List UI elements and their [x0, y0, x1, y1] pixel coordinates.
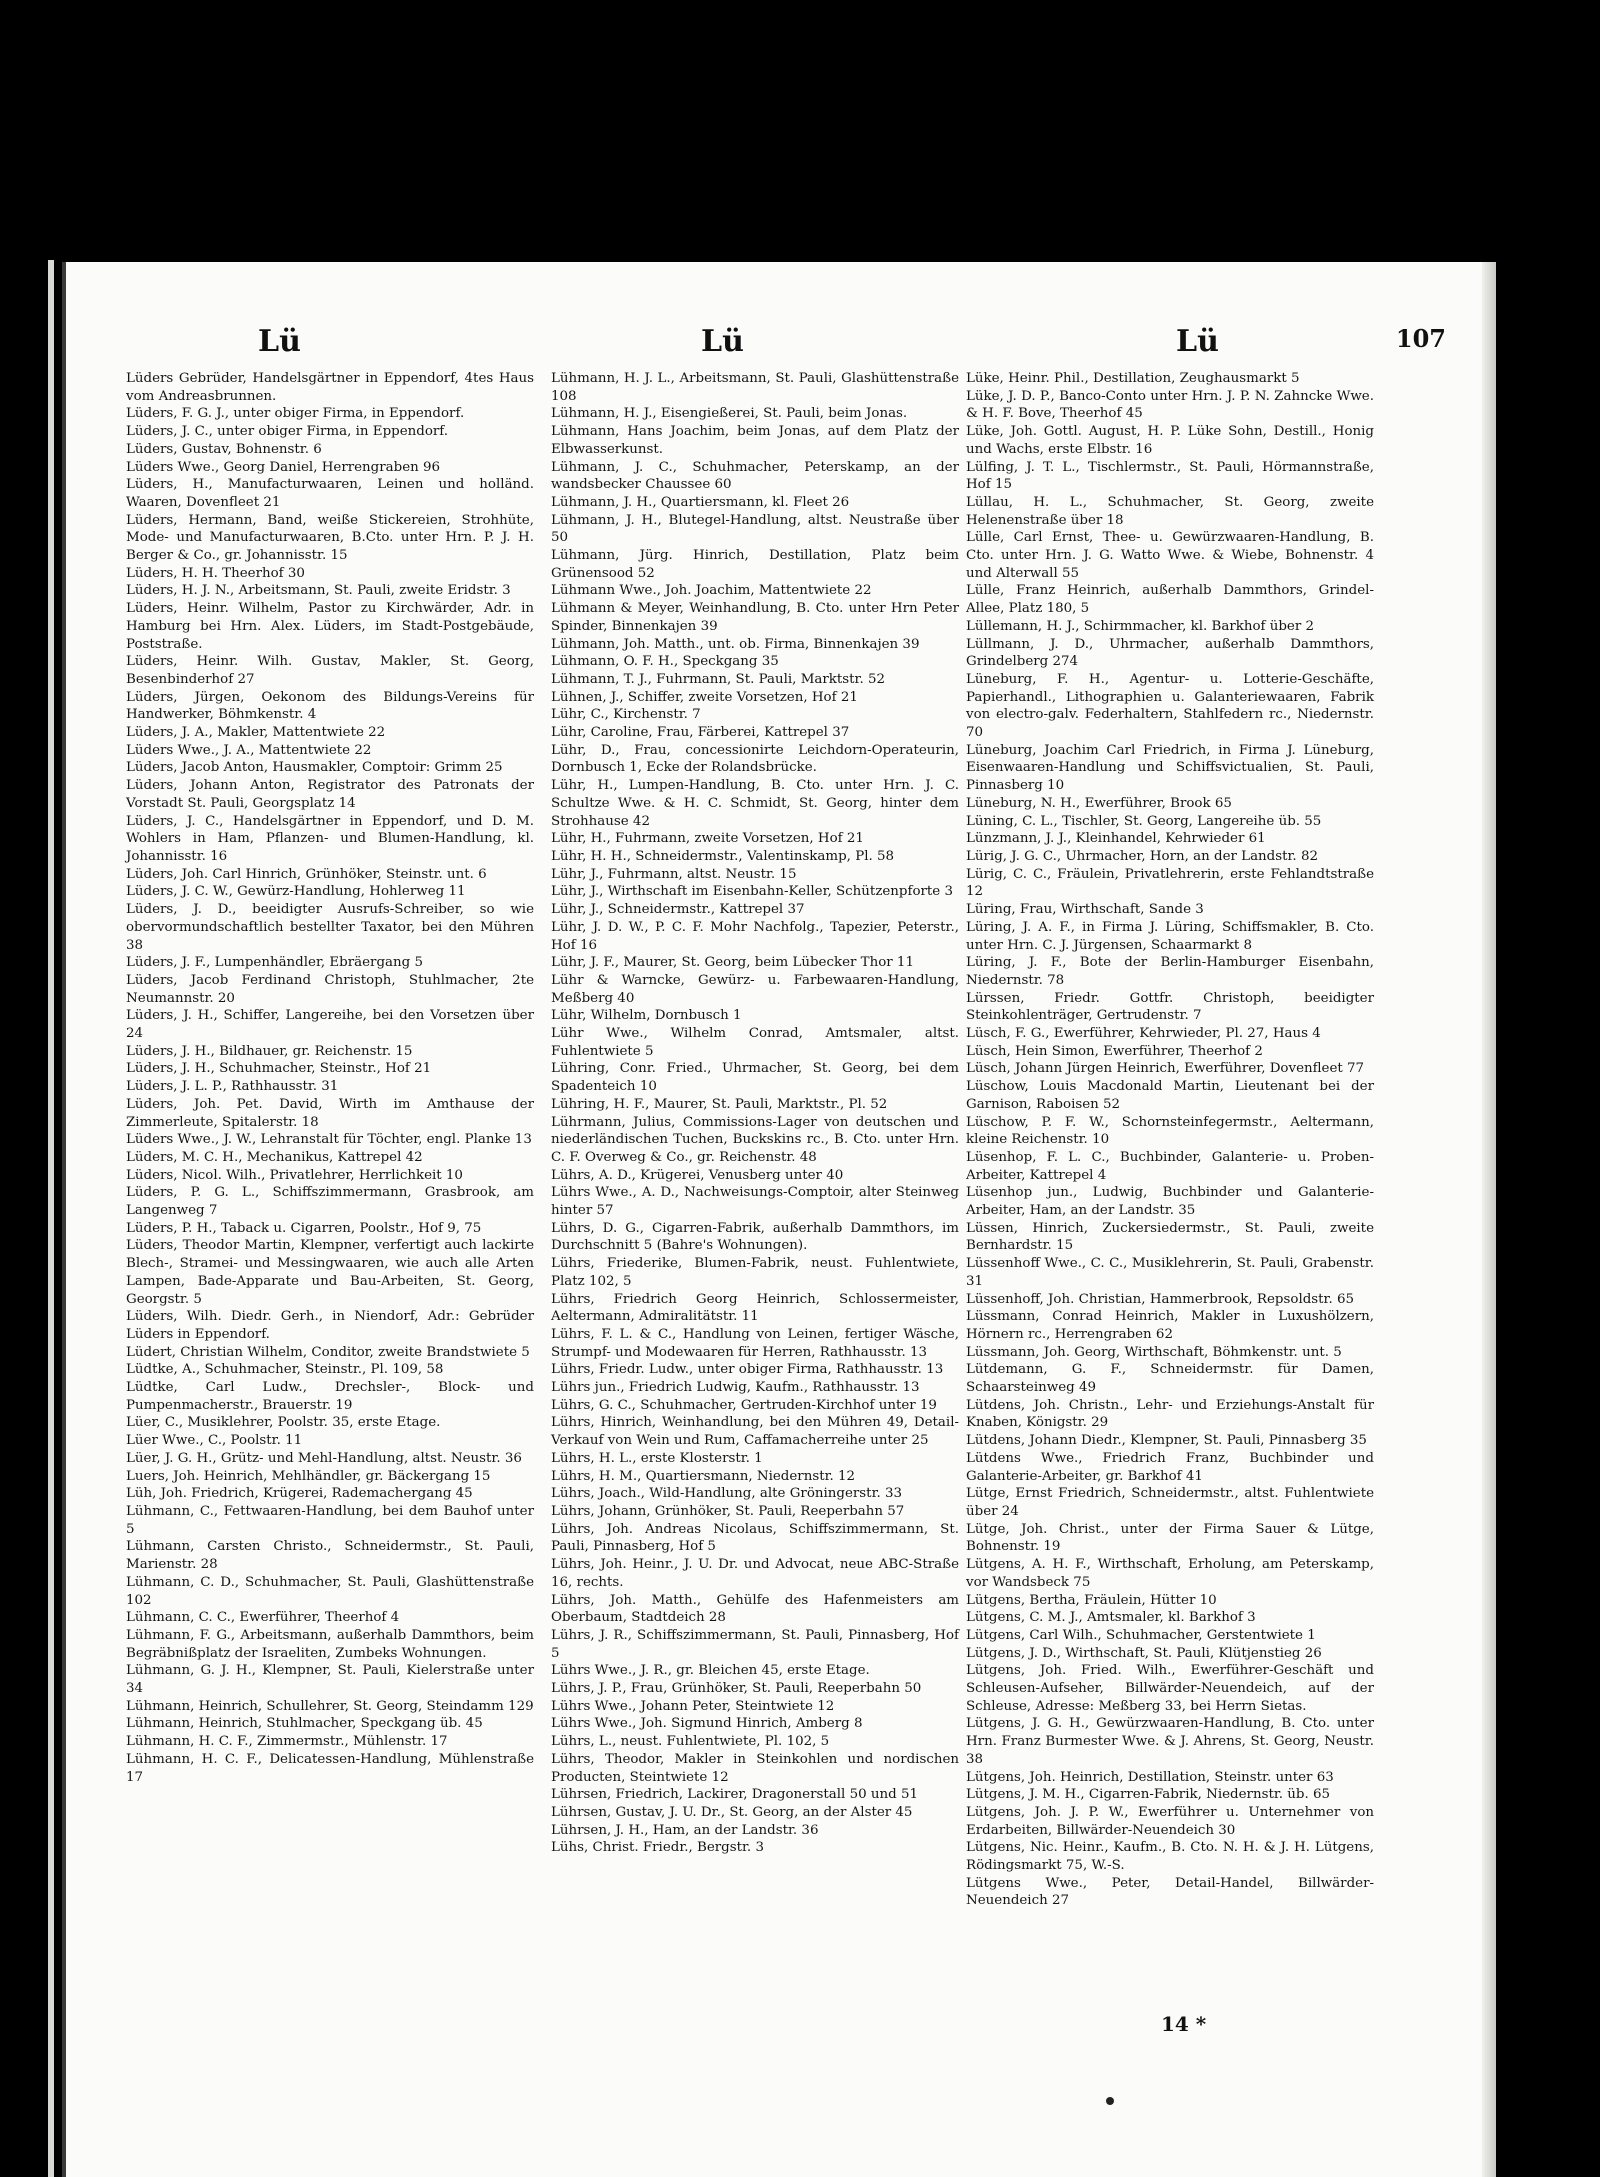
directory-entry: Lütgens, J. G. H., Gewürzwaaren-Handlung, B. Cto. unter Hrn. Franz Burmester Wwe. & J. Ahrens, St. Georg, Neustr. 38 [966, 1716, 1374, 1767]
header-right-letters: Lü [1176, 324, 1219, 359]
directory-entry: Lührs, G. C., Schuhmacher, Gertruden-Kirchhof unter 19 [551, 1397, 937, 1413]
directory-entry: Lührs Wwe., Johann Peter, Steintwiete 12 [551, 1698, 835, 1714]
directory-entry: Lütge, Ernst Friedrich, Schneidermstr., altst. Fuhlentwiete über 24 [966, 1486, 1374, 1519]
directory-entry: Lüer Wwe., C., Poolstr. 11 [126, 1433, 303, 1449]
directory-entry: Lühr, D., Frau, concessionirte Leichdorn-Operateurin, Dornbusch 1, Ecke der Rolandsbrücke. [551, 742, 959, 776]
directory-entry: Lüders, H. H. Theerhof 30 [126, 565, 305, 581]
directory-entry: Lühr, J. F., Maurer, St. Georg, beim Lübecker Thor 11 [551, 955, 914, 971]
previous-page-edge [48, 260, 54, 2177]
directory-entry: Lüdtke, Carl Ludw., Drechsler-, Block- und Pumpenmacherstr., Brauerstr. 19 [126, 1380, 534, 1413]
directory-entry: Lüders, F. G. J., unter obiger Firma, in Eppendorf. [126, 406, 465, 422]
directory-entry: Lührs jun., Friedrich Ludwig, Kaufm., Rathhausstr. 13 [551, 1380, 920, 1396]
directory-entry: Lüke, J. D. P., Banco-Conto unter Hrn. J. P. N. Zahncke Wwe. & H. F. Bove, Theerhof 45 [966, 388, 1374, 422]
directory-entry: Lühmann, J. H., Blutegel-Handlung, altst. Neustraße über 50 [551, 512, 959, 546]
directory-entry: Lührs, Hinrich, Weinhandlung, bei den Mühren 49, Detail-Verkauf von Wein und Rum, Caffamacherreihe unter 25 [551, 1415, 959, 1449]
directory-entry: Lührsen, Gustav, J. U. Dr., St. Georg, an der Alster 45 [551, 1804, 913, 1820]
directory-entry: Lühmann, O. F. H., Speckgang 35 [551, 654, 779, 670]
directory-entry: Lütgens, Joh. J. P. W., Ewerführer u. Unternehmer von Erdarbeiten, Billwärder-Neuendeich 30 [966, 1804, 1374, 1838]
directory-entry: Lüssmann, Conrad Heinrich, Makler in Luxushölzern, Hörnern rc., Herrengraben 62 [966, 1309, 1374, 1342]
signature-mark: 14 * [1161, 2012, 1207, 2036]
directory-entry: Lüders, Joh. Carl Hinrich, Grünhöker, Steinstr. unt. 6 [126, 866, 487, 882]
directory-entry: Lütgens, C. M. J., Amtsmaler, kl. Barkhof 3 [966, 1610, 1256, 1626]
directory-entry: Lühr, J., Fuhrmann, altst. Neustr. 15 [551, 866, 797, 882]
directory-entry: Lüneburg, F. H., Agentur- u. Lotterie-Geschäfte, Papierhandl., Lithographien u. Galanteriewaaren, Fabrik von electro-galv. Federhaltern, Stahlfedern rc., Niedernstr. 70 [966, 671, 1374, 741]
directory-entry: Lüders, Gustav, Bohnenstr. 6 [126, 441, 322, 457]
directory-entry: Lüschow, P. F. W., Schornsteinfegermstr., Aeltermann, kleine Reichenstr. 10 [966, 1114, 1374, 1148]
column-1 [126, 370, 534, 1786]
directory-entry: Lühr, H., Lumpen-Handlung, B. Cto. unter Hrn. J. C. Schultze Wwe. & H. C. Schmidt, St. Georg, hinter dem Strohhause 42 [551, 778, 959, 829]
directory-entry: Lüsch, F. G., Ewerführer, Kehrwieder, Pl. 27, Haus 4 [966, 1026, 1321, 1042]
directory-entry: Lüschow, Louis Macdonald Martin, Lieutenant bei der Garnison, Raboisen 52 [966, 1079, 1374, 1112]
directory-entry: Lührsen, Friedrich, Lackirer, Dragonerstall 50 und 51 [551, 1787, 918, 1803]
directory-entry: Lühmann, H. J. L., Arbeitsmann, St. Pauli, Glashüttenstraße 108 [551, 371, 959, 404]
directory-entry: Lührs, Joh. Heinr., J. U. Dr. und Advocat, neue ABC-Straße 16, rechts. [551, 1557, 959, 1590]
directory-entry: Lüssenhoff, Joh. Christian, Hammerbrook, Repsoldstr. 65 [966, 1291, 1355, 1307]
directory-entry: Luers, Joh. Heinrich, Mehlhändler, gr. Bäckergang 15 [126, 1468, 491, 1484]
directory-entry: Lütge, Joh. Christ., unter der Firma Sauer & Lütge, Bohnenstr. 19 [966, 1521, 1374, 1555]
directory-entry: Lüders, J. C. W., Gewürz-Handlung, Hohlerweg 11 [126, 884, 466, 900]
directory-entry: Lühmann, C., Fettwaaren-Handlung, bei dem Bauhof unter 5 [126, 1504, 534, 1537]
directory-entry: Lüders, Heinr. Wilhelm, Pastor zu Kirchwärder, Adr. in Hamburg bei Hrn. Alex. Lüders, im Stadt-Postgebäude, Poststraße. [126, 601, 534, 652]
directory-entry: Lührs, Joach., Wild-Handlung, alte Gröningerstr. 33 [551, 1486, 903, 1502]
directory-entry: Lühmann, Joh. Matth., unt. ob. Firma, Binnenkajen 39 [551, 636, 920, 652]
directory-entry: Lürig, C. C., Fräulein, Privatlehrerin, erste Fehlandtstraße 12 [966, 866, 1374, 900]
directory-entry: Lüders, J. H., Schuhmacher, Steinstr., Hof 21 [126, 1061, 432, 1077]
header-left-letters: Lü [258, 324, 301, 359]
directory-entry: Lüders, Jacob Anton, Hausmakler, Comptoir: Grimm 25 [126, 760, 503, 776]
directory-entry: Lütgens Wwe., Peter, Detail-Handel, Billwärder-Neuendeich 27 [966, 1875, 1374, 1909]
directory-entry: Lührs Wwe., A. D., Nachweisungs-Comptoir, alter Steinweg hinter 57 [551, 1185, 959, 1219]
directory-entry: Lühs, Christ. Friedr., Bergstr. 3 [551, 1840, 764, 1856]
directory-entry: Lüssmann, Joh. Georg, Wirthschaft, Böhmkenstr. unt. 5 [966, 1344, 1342, 1360]
directory-entry: Lüsch, Hein Simon, Ewerführer, Theerhof 2 [966, 1043, 1263, 1059]
directory-entry: Lüke, Joh. Gottl. August, H. P. Lüke Sohn, Destill., Honig und Wachs, erste Elbstr. 16 [966, 424, 1374, 457]
directory-entry: Lüders Wwe., J. A., Mattentwiete 22 [126, 742, 372, 758]
directory-entry: Lüders, M. C. H., Mechanikus, Kattrepel 42 [126, 1149, 423, 1165]
page-number: 107 [1395, 324, 1446, 353]
directory-entry: Lüllmann, J. D., Uhrmacher, außerhalb Dammthors, Grindelberg 274 [966, 636, 1374, 670]
directory-entry: Lühr, J. D. W., P. C. F. Mohr Nachfolg., Tapezier, Peterstr., Hof 16 [551, 919, 959, 953]
directory-entry: Lüders, Hermann, Band, weiße Stickereien, Strohhüte, Mode- und Manufacturwaaren, B.Cto. unter Hrn. P. J. H. Berger & Co., gr. Johannisstr. 15 [126, 512, 534, 564]
directory-entry: Lütgens, Joh. Heinrich, Destillation, Steinstr. unter 63 [966, 1769, 1334, 1785]
directory-entry: Lühmann, Heinrich, Stuhlmacher, Speckgang üb. 45 [126, 1716, 483, 1732]
directory-entry: Lühmann, C. D., Schuhmacher, St. Pauli, Glashüttenstraße 102 [126, 1574, 534, 1608]
directory-entry: Lütgens, J. D., Wirthschaft, St. Pauli, Klütjenstieg 26 [966, 1645, 1322, 1661]
directory-entry: Lülle, Franz Heinrich, außerhalb Dammthors, Grindel-Allee, Platz 180, 5 [966, 583, 1374, 617]
directory-entry: Lütgens, Bertha, Fräulein, Hütter 10 [966, 1592, 1217, 1608]
directory-entry: Lühring, Conr. Fried., Uhrmacher, St. Georg, bei dem Spadenteich 10 [551, 1061, 959, 1095]
directory-entry: Lühmann, H. C. F., Delicatessen-Handlung, Mühlenstraße 17 [126, 1751, 534, 1785]
directory-entry: Lüders, Jacob Ferdinand Christoph, Stuhlmacher, 2te Neumannstr. 20 [126, 972, 534, 1006]
directory-entry: Lühmann Wwe., Joh. Joachim, Mattentwiete 22 [551, 583, 872, 599]
directory-entry: Lüders, J. C., Handelsgärtner in Eppendorf, und D. M. Wohlers in Ham, Pflanzen- und Blumen-Handlung, kl. Johannisstr. 16 [126, 813, 534, 864]
directory-entry: Lütdens, Johann Diedr., Klempner, St. Pauli, Pinnasberg 35 [966, 1433, 1367, 1449]
directory-entry: Lüders, J. C., unter obiger Firma, in Eppendorf. [126, 424, 449, 440]
directory-entry: Lütgens, Carl Wilh., Schuhmacher, Gerstentwiete 1 [966, 1627, 1316, 1643]
directory-entry: Lühnen, J., Schiffer, zweite Vorsetzen, Hof 21 [551, 689, 858, 705]
directory-entry: Lührs, L., neust. Fuhlentwiete, Pl. 102, 5 [551, 1734, 830, 1750]
directory-entry: Lürssen, Friedr. Gottfr. Christoph, beeidigter Steinkohlenträger, Gertrudenstr. 7 [966, 990, 1374, 1024]
directory-entry: Lüders, Nicol. Wilh., Privatlehrer, Herrlichkeit 10 [126, 1167, 463, 1183]
directory-entry: Lühr & Warncke, Gewürz- u. Farbewaaren-Handlung, Meßberg 40 [551, 972, 959, 1006]
directory-entry: Lüders, J. H., Schiffer, Langereihe, bei den Vorsetzen über 24 [126, 1008, 534, 1042]
directory-entry: Lüring, Frau, Wirthschaft, Sande 3 [966, 902, 1204, 918]
directory-entry: Lührs Wwe., Joh. Sigmund Hinrich, Amberg 8 [551, 1716, 863, 1732]
column-3 [966, 370, 1374, 1910]
directory-entry: Lührs, Joh. Matth., Gehülfe des Hafenmeisters am Oberbaum, Stadtdeich 28 [551, 1592, 959, 1626]
directory-entry: Lüh, Joh. Friedrich, Krügerei, Rademachergang 45 [126, 1486, 473, 1502]
directory-entry: Lüneburg, N. H., Ewerführer, Brook 65 [966, 795, 1232, 811]
directory-entry: Lüders, Heinr. Wilh. Gustav, Makler, St. Georg, Besenbinderhof 27 [126, 654, 534, 687]
directory-entry: Lünzmann, J. J., Kleinhandel, Kehrwieder 61 [966, 831, 1266, 847]
directory-entry: Lührs, H. L., erste Klosterstr. 1 [551, 1450, 763, 1466]
directory-entry: Lülfing, J. T. L., Tischlermstr., St. Pauli, Hörmannstraße, Hof 15 [966, 459, 1374, 493]
directory-entry: Lühr, J., Wirthschaft im Eisenbahn-Keller, Schützenpforte 3 [551, 884, 953, 900]
directory-entry: Lüssenhoff Wwe., C. C., Musiklehrerin, St. Pauli, Grabenstr. 31 [966, 1256, 1374, 1289]
ink-dot [1106, 2097, 1114, 2105]
directory-entry: Lütdens Wwe., Friedrich Franz, Buchbinder und Galanterie-Arbeiter, gr. Barkhof 41 [966, 1450, 1374, 1484]
directory-entry: Lührmann, Julius, Commissions-Lager von deutschen und niederländischen Tuchen, Buckskins rc., B. Cto. unter Hrn. C. F. Overweg & Co., gr. Reichenstr. 48 [551, 1114, 959, 1165]
directory-entry: Lüders, J. L. P., Rathhausstr. 31 [126, 1079, 339, 1095]
page-curl-shadow [1482, 262, 1496, 2177]
directory-entry: Lühring, H. F., Maurer, St. Pauli, Marktstr., Pl. 52 [551, 1096, 888, 1112]
directory-entry: Lüllemann, H. J., Schirmmacher, kl. Barkhof über 2 [966, 618, 1315, 634]
directory-entry: Lüders, Johann Anton, Registrator des Patronats der Vorstadt St. Pauli, Georgsplatz 14 [126, 778, 534, 811]
directory-entry: Lührs, Johann, Grünhöker, St. Pauli, Reeperbahn 57 [551, 1504, 905, 1519]
directory-entry: Lühmann, C. C., Ewerführer, Theerhof 4 [126, 1610, 400, 1626]
directory-entry: Lührs, Friedrich Georg Heinrich, Schlossermeister, Aeltermann, Admiralitätstr. 11 [551, 1291, 959, 1325]
directory-entry: Lüer, C., Musiklehrer, Poolstr. 35, erste Etage. [126, 1415, 441, 1431]
directory-entry: Lüning, C. L., Tischler, St. Georg, Langereihe üb. 55 [966, 813, 1322, 829]
directory-entry: Lührs, Friedr. Ludw., unter obiger Firma, Rathhausstr. 13 [551, 1362, 944, 1378]
directory-entry: Lütdens, Joh. Christn., Lehr- und Erziehungs-Anstalt für Knaben, Königstr. 29 [966, 1397, 1374, 1431]
directory-entry: Lüders, P. G. L., Schiffszimmermann, Grasbrook, am Langenweg 7 [126, 1185, 534, 1219]
directory-entry: Lührs, F. L. & C., Handlung von Leinen, fertiger Wäsche, Strumpf- und Modewaaren für Herren, Rathhausstr. 13 [551, 1326, 959, 1360]
directory-entry: Lühmann, J. H., Quartiersmann, kl. Fleet 26 [551, 494, 850, 510]
directory-entry: Lülle, Carl Ernst, Thee- u. Gewürzwaaren-Handlung, B. Cto. unter Hrn. J. G. Watto Wwe. & Wiebe, Bohnenstr. 4 und Alterwall 55 [966, 530, 1374, 581]
directory-entry: Lührs, H. M., Quartiersmann, Niedernstr. 12 [551, 1468, 856, 1484]
directory-entry: Lühmann, Heinrich, Schullehrer, St. Georg, Steindamm 129 [126, 1698, 534, 1714]
directory-entry: Lühmann, Jürg. Hinrich, Destillation, Platz beim Grünensood 52 [551, 548, 959, 581]
directory-entry: Lüsch, Johann Jürgen Heinrich, Ewerführer, Dovenfleet 77 [966, 1061, 1365, 1077]
directory-entry: Lüders Gebrüder, Handelsgärtner in Eppendorf, 4tes Haus vom Andreasbrunnen. [126, 371, 534, 404]
directory-entry: Lüders, Theodor Martin, Klempner, verfertigt auch lackirte Blech-, Stramei- und Messingwaaren, wie auch alle Arten Lampen, Bade-Apparate und Bau-Arbeiten, St. Georg, Georgstr. 5 [126, 1238, 534, 1307]
directory-entry: Lührs, J. P., Frau, Grünhöker, St. Pauli, Reeperbahn 50 [551, 1681, 922, 1697]
directory-entry: Lüders, Wilh. Diedr. Gerh., in Niendorf, Adr.: Gebrüder Lüders in Eppendorf. [126, 1309, 534, 1342]
directory-entry: Lühmann, Carsten Christo., Schneidermstr., St. Pauli, Marienstr. 28 [126, 1539, 534, 1573]
directory-entry: Lühmann & Meyer, Weinhandlung, B. Cto. unter Hrn Peter Spinder, Binnenkajen 39 [551, 601, 959, 634]
directory-entry: Lüsenhop jun., Ludwig, Buchbinder und Galanterie-Arbeiter, Ham, an der Landstr. 35 [966, 1185, 1374, 1219]
directory-entry: Lühr, H., Fuhrmann, zweite Vorsetzen, Hof 21 [551, 831, 864, 847]
directory-entry: Lüders, J. A., Makler, Mattentwiete 22 [126, 725, 386, 741]
column-2 [551, 370, 959, 1857]
directory-entry: Lühmann, G. J. H., Klempner, St. Pauli, Kielerstraße unter 34 [126, 1663, 534, 1697]
directory-entry: Lürig, J. G. C., Uhrmacher, Horn, an der Landstr. 82 [966, 848, 1318, 864]
directory-entry: Lühr, H. H., Schneidermstr., Valentinskamp, Pl. 58 [551, 848, 895, 864]
directory-entry: Lütgens, Joh. Fried. Wilh., Ewerführer-Geschäft und Schleusen-Aufseher, Billwärder-Neuendeich, auf der Schleuse, Adresse: Meßberg 33, bei Herrn Sietas. [966, 1663, 1374, 1714]
directory-entry: Lühr, Caroline, Frau, Färberei, Kattrepel 37 [551, 725, 850, 741]
directory-entry: Lüsenhop, F. L. C., Buchbinder, Galanterie- u. Proben-Arbeiter, Kattrepel 4 [966, 1149, 1374, 1183]
directory-entry: Lüring, J. A. F., in Firma J. Lüring, Schiffsmakler, B. Cto. unter Hrn. C. J. Jürgensen, Schaarmarkt 8 [966, 919, 1374, 953]
directory-entry: Lührsen, J. H., Ham, an der Landstr. 36 [551, 1822, 819, 1838]
directory-entry: Lühmann, F. G., Arbeitsmann, außerhalb Dammthors, beim Begräbnißplatz der Israeliten, Zumbeks Wohnungen. [126, 1627, 534, 1661]
directory-entry: Lühmann, Hans Joachim, beim Jonas, auf dem Platz der Elbwasserkunst. [551, 424, 959, 457]
directory-entry: Lütgens, A. H. F., Wirthschaft, Erholung, am Peterskamp, vor Wandsbeck 75 [966, 1557, 1374, 1590]
directory-entry: Lühr, C., Kirchenstr. 7 [551, 707, 701, 723]
directory-entry: Lütdemann, G. F., Schneidermstr. für Damen, Schaarsteinweg 49 [966, 1362, 1374, 1396]
directory-entry: Lütgens, J. M. H., Cigarren-Fabrik, Niedernstr. üb. 65 [966, 1787, 1331, 1803]
directory-entry: Lührs Wwe., J. R., gr. Bleichen 45, erste Etage. [551, 1663, 870, 1679]
directory-entry: Lühmann, H. C. F., Zimmermstr., Mühlenstr. 17 [126, 1734, 448, 1750]
directory-entry: Lüllau, H. L., Schuhmacher, St. Georg, zweite Helenenstraße über 18 [966, 494, 1374, 528]
directory-page [62, 262, 1496, 2177]
directory-entry: Lühmann, J. C., Schuhmacher, Peterskamp, an der wandsbecker Chaussee 60 [551, 459, 959, 493]
directory-entry: Lühmann, T. J., Fuhrmann, St. Pauli, Marktstr. 52 [551, 671, 886, 687]
directory-entry: Lüring, J. F., Bote der Berlin-Hamburger Eisenbahn, Niedernstr. 78 [966, 955, 1374, 988]
directory-entry: Lüders, H., Manufacturwaaren, Leinen und holländ. Waaren, Dovenfleet 21 [126, 477, 534, 510]
directory-entry: Lüders, J. F., Lumpenhändler, Ebräergang 5 [126, 955, 423, 971]
directory-entry: Lüders, J. H., Bildhauer, gr. Reichenstr. 15 [126, 1043, 413, 1059]
directory-entry: Lüders Wwe., J. W., Lehranstalt für Töchter, engl. Planke 13 [126, 1132, 532, 1148]
directory-entry: Lüssen, Hinrich, Zuckersiedermstr., St. Pauli, zweite Bernhardstr. 15 [966, 1220, 1374, 1254]
header-center-letters: Lü [701, 324, 744, 359]
directory-entry: Lührs, D. G., Cigarren-Fabrik, außerhalb Dammthors, im Durchschnitt 5 (Bahre's Wohnungen). [551, 1220, 959, 1254]
directory-entry: Lüders, J. D., beeidigter Ausrufs-Schreiber, so wie obervormundschaftlich bestellter Taxator, bei den Mühren 38 [126, 902, 534, 953]
directory-entry: Lüders, Jürgen, Oekonom des Bildungs-Vereins für Handwerker, Böhmkenstr. 4 [126, 689, 534, 723]
directory-entry: Lüders, H. J. N., Arbeitsmann, St. Pauli, zweite Eridstr. 3 [126, 583, 511, 599]
directory-entry: Lüer, J. G. H., Grütz- und Mehl-Handlung, altst. Neustr. 36 [126, 1450, 522, 1466]
directory-entry: Lüders Wwe., Georg Daniel, Herrengraben 96 [126, 459, 441, 475]
directory-entry: Lührs, J. R., Schiffszimmermann, St. Pauli, Pinnasberg, Hof 5 [551, 1627, 959, 1661]
directory-entry: Lührs, Theodor, Makler in Steinkohlen und nordischen Producten, Steintwiete 12 [551, 1751, 959, 1785]
directory-entry: Lüneburg, Joachim Carl Friedrich, in Firma J. Lüneburg, Eisenwaaren-Handlung und Schiffsvictualien, St. Pauli, Pinnasberg 10 [966, 742, 1374, 794]
directory-entry: Lühmann, H. J., Eisengießerei, St. Pauli, beim Jonas. [551, 406, 908, 422]
directory-entry: Lüke, Heinr. Phil., Destillation, Zeughausmarkt 5 [966, 371, 1300, 386]
directory-entry: Lühr, Wilhelm, Dornbusch 1 [551, 1008, 742, 1024]
directory-entry: Lührs, Friederike, Blumen-Fabrik, neust. Fuhlentwiete, Platz 102, 5 [551, 1256, 959, 1289]
page-header [96, 324, 1446, 364]
directory-entry: Lütgens, Nic. Heinr., Kaufm., B. Cto. N. H. & J. H. Lütgens, Rödingsmarkt 75, W.-S. [966, 1840, 1374, 1874]
directory-entry: Lüders, P. H., Taback u. Cigarren, Poolstr., Hof 9, 75 [126, 1220, 482, 1236]
directory-entry: Lührs, Joh. Andreas Nicolaus, Schiffszimmermann, St. Pauli, Pinnasberg, Hof 5 [551, 1521, 959, 1555]
directory-entry: Lühr, J., Schneidermstr., Kattrepel 37 [551, 902, 805, 918]
directory-entry: Lüdert, Christian Wilhelm, Conditor, zweite Brandstwiete 5 [126, 1344, 530, 1360]
directory-entry: Lühr Wwe., Wilhelm Conrad, Amtsmaler, altst. Fuhlentwiete 5 [551, 1026, 959, 1059]
directory-entry: Lührs, A. D., Krügerei, Venusberg unter 40 [551, 1167, 844, 1183]
directory-entry: Lüdtke, A., Schuhmacher, Steinstr., Pl. 109, 58 [126, 1362, 444, 1378]
directory-entry: Lüders, Joh. Pet. David, Wirth im Amthause der Zimmerleute, Spitalerstr. 18 [126, 1096, 534, 1130]
